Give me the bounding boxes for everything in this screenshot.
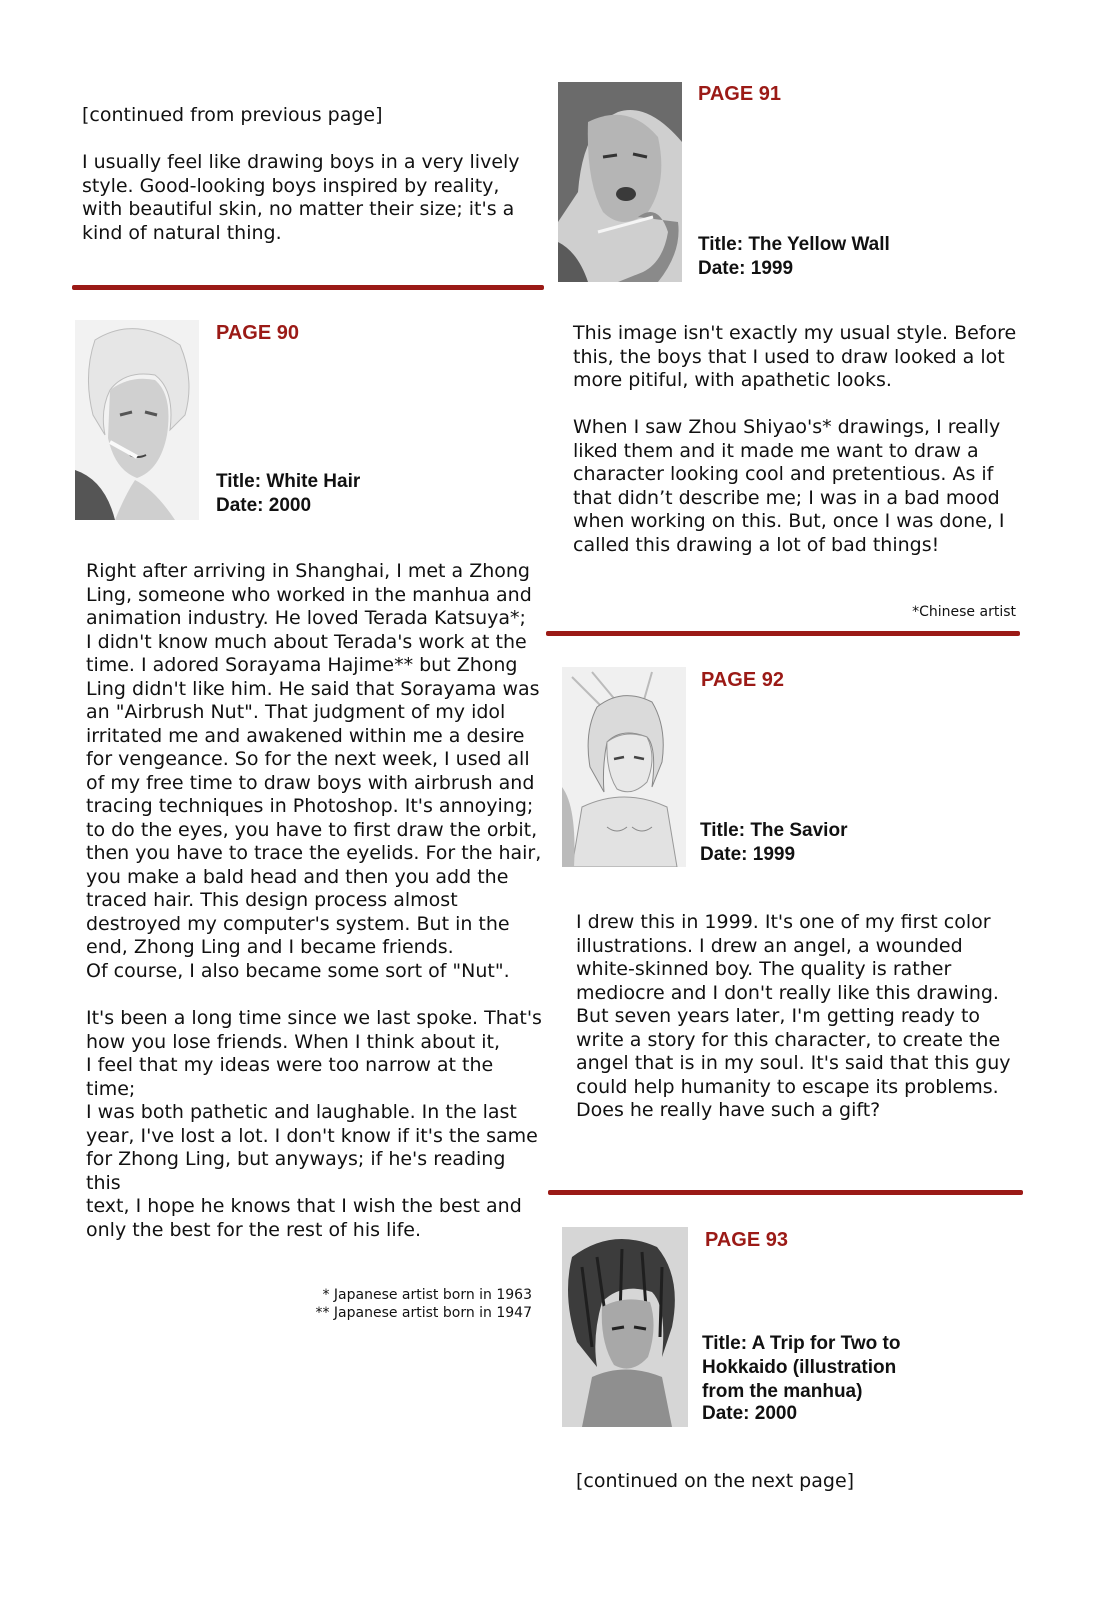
section-divider [548, 1190, 1023, 1195]
page-93-heading: PAGE 93 [705, 1229, 788, 1251]
page-92-thumbnail [562, 667, 686, 867]
page-91-footnote: *Chinese artist [912, 604, 1016, 620]
page-90-heading: PAGE 90 [216, 322, 299, 344]
page-91-body: This image isn't exactly my usual style. Before this, the boys that I used to draw looked a lot more pitiful, with apathetic looks. [573, 322, 1017, 391]
page-91-title: Title: The Yellow Wall [698, 234, 890, 255]
continued-on-label: [continued on the next page] [576, 1470, 855, 1492]
page-92-body: I drew this in 1999. It's one of my first color illustrations. I drew an angel, a wounded white-skinned boy. The quality is rather mediocre and I don't really like this drawing. But seven years later, I'm getting ready to write a story for this character, to create the angel that is in my soul. It's said that this guy could help humanity to escape its problems. Does he really have such a gift? [576, 911, 1011, 1121]
portrait-illustration-icon [75, 320, 199, 520]
section-divider [72, 285, 544, 290]
portrait-illustration-icon [562, 1227, 688, 1427]
portrait-illustration-icon [562, 667, 686, 867]
page-90-date: Date: 2000 [216, 495, 312, 516]
page-93-date: Date: 2000 [702, 1403, 798, 1424]
page-90-body-continued: It's been a long time since we last spoke. That's how you lose friends. When I think about it, I feel that my ideas were too narrow at the time; I was both pathetic and laughable. In the last year, I've lost a lot. I don't know if it's the same for Zhong Ling, but anyways; if he's reading this text, I hope he knows that I wish the best and only the best for the rest of his life. [86, 1007, 542, 1241]
page-92-title: Title: The Savior [700, 820, 848, 841]
page-90-thumbnail [75, 320, 199, 520]
continued-from-label: [continued from previous page] [82, 104, 383, 126]
page-90-title: Title: White Hair [216, 471, 361, 492]
page-93-title: Title: A Trip for Two to Hokkaido (illustration from the manhua) [702, 1333, 901, 1402]
page-91-thumbnail [558, 82, 682, 282]
page-91-date: Date: 1999 [698, 258, 794, 279]
portrait-illustration-icon [558, 82, 682, 282]
page-93-thumbnail [562, 1227, 688, 1427]
section-divider [546, 631, 1020, 636]
page-92-heading: PAGE 92 [701, 669, 784, 691]
page-91-body-continued: When I saw Zhou Shiyao's* drawings, I really liked them and it made me want to draw a character looking cool and pretentious. As if that didn’t describe me; I was in a bad mood when working on this. But, once I was done, I called this drawing a lot of bad things! [573, 416, 1005, 556]
page-92-date: Date: 1999 [700, 844, 796, 865]
page-91-heading: PAGE 91 [698, 83, 781, 105]
intro-paragraph: I usually feel like drawing boys in a very lively style. Good-looking boys inspired by reality, with beautiful skin, no matter their size; it's a kind of natural thing. [82, 151, 520, 244]
page-90-body: Right after arriving in Shanghai, I met a Zhong Ling, someone who worked in the manhua and animation industry. He loved Terada Katsuya*; I didn't know much about Terada's work at the time. I adored Sorayama Hajime** but Zhong Ling didn't like him. He said that Sorayama was an "Airbrush Nut". That judgment of my idol irritated me and awakened within me a desire for vengeance. So for the next week, I used all of my free time to draw boys with airbrush and tracing techniques in Photoshop. It's annoying; to do the eyes, you have to first draw the orbit, then you have to trace the eyelids. For the hair, you make a bald head and then you add the traced hair. This design process almost destroyed my computer's system. But in the end, Zhong Ling and I became friends. Of course, I also became some sort of "Nut". [86, 560, 542, 982]
left-footnotes: * Japanese artist born in 1963 ** Japanese artist born in 1947 [315, 1287, 532, 1321]
